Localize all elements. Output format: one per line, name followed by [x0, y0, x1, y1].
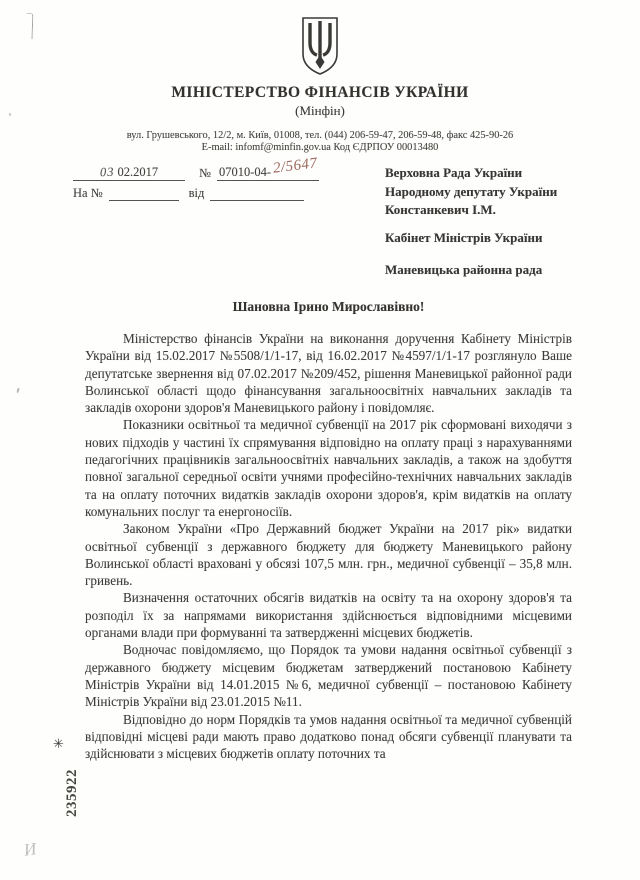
vertical-stamp-number: 235922: [64, 769, 80, 817]
reply-to-label: На №: [73, 186, 103, 200]
reply-date-label: від: [188, 186, 205, 200]
salutation: Шановна Ірино Мирославівно!: [232, 299, 425, 314]
reply-reference-row: [73, 183, 333, 201]
recipients-block: [385, 164, 557, 289]
recipient-group-verkhovna-rada: [385, 164, 557, 220]
margin-asterisk-icon: ✳: [53, 737, 64, 752]
paragraph: Визначення остаточних обсягів видатків на освіту та на охорону здоров'я та розподіл їх за напрямами використання здійснюється відповідними місцевими органами влади при формуванні та затвердженні місцевих бюджетів.: [85, 590, 572, 641]
recipient-line: Констанкевич І.М.: [385, 202, 496, 217]
recipient-group-rayon-rada: [385, 261, 557, 280]
paragraph: Показники освітньої та медичної субвенції на 2017 рік сформовані виходячи з нових підходів у частині їх спрямування відповідно на оплату праці з нарахуваннями педагогічних працівників загальноосвітніх навчальних закладів, а також на здобуття повної загальної середньої освіти учнями професійно-технічних навчальних закладів та на оплату поточних видатків закладів охорони здоров'я, крім видатків на оплату комунальних послуг та енергоносіїв.: [85, 417, 572, 519]
outgoing-date-field: [73, 165, 185, 181]
recipient-line: Кабінет Міністрів України: [385, 229, 543, 245]
handwritten-initial-mark: И: [22, 839, 38, 860]
reply-date-blank-field: [210, 200, 304, 201]
outgoing-number-field: [217, 155, 319, 181]
reference-block: [73, 155, 333, 201]
number-sign: №: [199, 166, 211, 180]
ministry-short-name: (Мінфін): [295, 103, 345, 118]
emblem-wrap: [0, 16, 640, 78]
recipient-line: Верховна Рада України: [385, 165, 523, 180]
paragraph: Відповідно до норм Порядків та умов надання освітньої та медичної субвенцій відповідні місцеві ради мають право додатково понад обсяги субвенції планувати та здійснювати з місцевих бюджетів оплату поточних та: [85, 711, 572, 762]
letterhead: [0, 16, 640, 153]
paragraph: Водночас повідомляємо, що Порядок та умови надання освітньої субвенції з державного бюджету місцевим бюджетам затверджений постановою Кабінету Міністрів України від 14.01.2015 №6, медичної субвенції – постановою Кабінету Міністрів України від 23.01.2015 №11.: [85, 642, 572, 710]
recipient-line: Маневицька районна рада: [385, 262, 543, 277]
recipient-group-cabinet: [385, 229, 557, 248]
scan-artifact-dot: [16, 388, 19, 393]
letter-body: [85, 330, 572, 762]
ukraine-trident-emblem-icon: [298, 16, 342, 76]
paragraph: Міністерство фінансів України на виконання доручення Кабінету Міністрів України від 15.02.2017 №5508/1/1-17, від 16.02.2017 №4597/1/1-17 розглянуло Ваше депутатське звернення від 07.02.2017 №209/452, рішення Маневицької районної ради Волинської області щодо фінансування загальноосвітніх навчальних закладів та закладів охорони здоров'я Маневицького району і повідомляє.: [85, 331, 572, 416]
handwritten-outgoing-number: 2/5647: [272, 155, 319, 177]
ministry-address-line: вул. Грушевського, 12/2, м. Київ, 01008, тел. (044) 206-59-47, 206-59-48, факс 425-90-26: [126, 130, 514, 141]
ministry-email-line: E-mail: infomf@minfin.gov.ua Код ЄДРПОУ 00013480: [201, 142, 439, 153]
typed-date: 02.2017: [117, 165, 159, 179]
paragraph: Законом України «Про Державний бюджет України на 2017 рік» видатки освітньої субвенції з державного бюджету для бюджету Маневицького району Волинської області враховані у обсязі 107,5 млн. грн., медичної субвенції – 35,8 млн. гривень.: [85, 521, 572, 589]
reply-number-blank-field: [109, 200, 179, 201]
ministry-name: МІНІСТЕРСТВО ФІНАНСІВ УКРАЇНИ: [171, 84, 469, 101]
recipient-line: Народному депутату України: [385, 183, 558, 199]
typed-outgoing-number: 07010-04-: [218, 165, 272, 179]
outgoing-number-row: [73, 155, 333, 181]
handwritten-date-day: 03: [99, 164, 115, 180]
